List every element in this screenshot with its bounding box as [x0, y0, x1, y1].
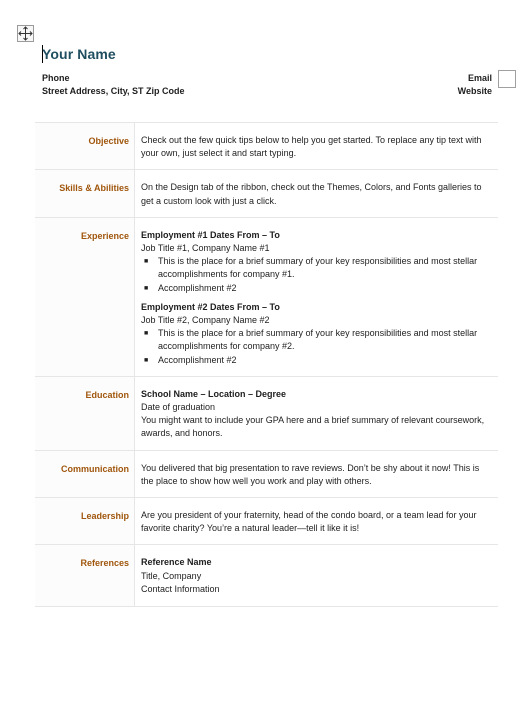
- section-label: Education: [35, 377, 135, 450]
- section-content[interactable]: [135, 170, 498, 216]
- email[interactable]: Email: [467, 73, 492, 83]
- contact-right: [458, 72, 492, 98]
- job-title: Job Title #1, Company Name #1: [141, 243, 270, 254]
- contact-left: [42, 72, 185, 98]
- list-item: ■ This is the place for a brief summary of your key responsibilities and most stellar accomplishments for company #1.: [141, 255, 492, 281]
- section-education: [35, 377, 498, 451]
- bullet-icon: ■: [144, 330, 149, 338]
- job-1: [141, 229, 492, 295]
- bullet-icon: ■: [144, 284, 149, 292]
- section-experience: [35, 218, 498, 377]
- communication-text: You delivered that big presentation to rave reviews. Don’t be shy about it now! This is the place to show how well you work and play with others.: [141, 462, 480, 486]
- section-content[interactable]: [135, 123, 498, 169]
- job-heading: Employment #2 Dates From – To: [141, 301, 280, 312]
- section-label: Skills & Abilities: [35, 170, 135, 216]
- section-content[interactable]: [135, 218, 498, 376]
- move-icon: [18, 26, 33, 41]
- section-objective: [35, 123, 498, 170]
- resume-table: [35, 122, 498, 607]
- skills-text: On the Design tab of the ribbon, check out the Themes, Colors, and Fonts galleries to get a custom look with just a click.: [141, 182, 482, 206]
- list-item: ■ Accomplishment #2: [141, 354, 492, 367]
- section-content[interactable]: [135, 545, 498, 606]
- reference-title: Title, Company: [141, 570, 202, 581]
- section-skills: [35, 170, 498, 217]
- table-move-handle[interactable]: [17, 25, 34, 42]
- section-label: Leadership: [35, 498, 135, 544]
- phone[interactable]: Phone: [42, 73, 70, 83]
- leadership-text: Are you president of your fraternity, head of the condo board, or a team lead for your favorite charity? You’re a natural leader—tell it like it is!: [141, 510, 477, 534]
- section-references: [35, 545, 498, 607]
- education-text: You might want to include your GPA here and a brief summary of relevant coursework, awards, and honors.: [141, 415, 485, 439]
- section-label: Objective: [35, 123, 135, 169]
- job-title: Job Title #2, Company Name #2: [141, 315, 270, 326]
- school-heading: School Name – Location – Degree: [141, 388, 287, 399]
- section-content[interactable]: [135, 377, 498, 450]
- job-2: [141, 301, 492, 367]
- list-item: ■ This is the place for a brief summary of your key responsibilities and most stellar accomplishments for company #2.: [141, 327, 492, 353]
- reference-contact: Contact Information: [141, 583, 220, 594]
- reference-name: Reference Name: [141, 557, 212, 568]
- graduation-date: Date of graduation: [141, 402, 216, 413]
- content-control-box[interactable]: [498, 70, 516, 88]
- website[interactable]: Website: [457, 86, 492, 96]
- list-item: ■ Accomplishment #2: [141, 282, 492, 295]
- section-content[interactable]: [135, 451, 498, 497]
- section-communication: [35, 451, 498, 498]
- section-label: References: [35, 545, 135, 606]
- bullet-icon: ■: [144, 258, 149, 266]
- bullet-icon: ■: [144, 356, 149, 364]
- section-leadership: [35, 498, 498, 545]
- address[interactable]: Street Address, City, ST Zip Code: [42, 86, 185, 96]
- section-label: Communication: [35, 451, 135, 497]
- resume-name[interactable]: Your Name: [42, 46, 116, 62]
- section-label: Experience: [35, 218, 135, 376]
- objective-text: Check out the few quick tips below to help you get started. To replace any tip text with your own, just select it and start typing.: [141, 135, 482, 159]
- section-content[interactable]: [135, 498, 498, 544]
- job-heading: Employment #1 Dates From – To: [141, 229, 280, 240]
